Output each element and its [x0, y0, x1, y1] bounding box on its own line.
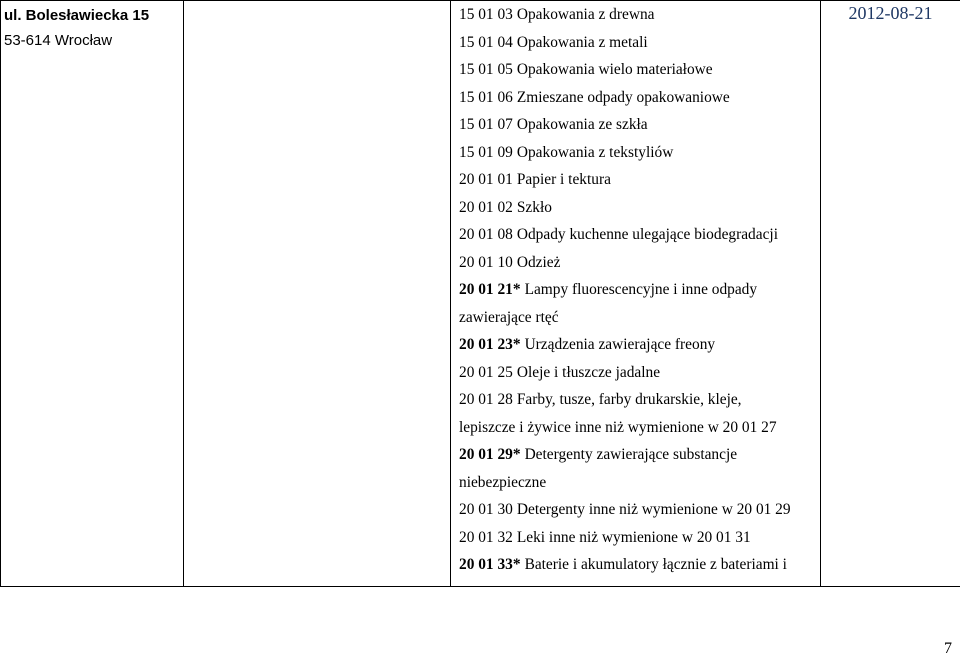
- waste-code: 20 01 25: [459, 364, 513, 381]
- waste-code: 20 01 32: [459, 529, 513, 546]
- table-row: [1, 1, 960, 587]
- waste-code-line: [459, 166, 820, 194]
- waste-code-line: [459, 524, 820, 552]
- waste-code-line: [459, 139, 820, 167]
- waste-code-line: [459, 276, 820, 304]
- waste-description: Lampy fluorescencyjne i inne odpady: [525, 281, 758, 298]
- waste-description: Urządzenia zawierające freony: [525, 336, 716, 353]
- waste-code: 15 01 07: [459, 116, 513, 133]
- waste-code-line: [459, 496, 820, 524]
- waste-code-line: [459, 1, 820, 29]
- waste-description: Opakowania wielo materiałowe: [517, 61, 713, 78]
- waste-code-line: [459, 414, 820, 442]
- waste-description: Detergenty zawierające substancje: [525, 446, 738, 463]
- waste-description: Opakowania ze szkła: [517, 116, 648, 133]
- waste-code-line: [459, 441, 820, 469]
- waste-description: lepiszcze i żywice inne niż wymienione w 20 01 27: [459, 419, 777, 436]
- waste-code-list: [459, 1, 820, 579]
- waste-code: 20 01 10: [459, 254, 513, 271]
- waste-code: 20 01 08: [459, 226, 513, 243]
- waste-code-line: [459, 359, 820, 387]
- waste-description: Farby, tusze, farby drukarskie, kleje,: [517, 391, 742, 408]
- waste-code-line: [459, 469, 820, 497]
- waste-code-line: [459, 111, 820, 139]
- date-cell: [821, 1, 960, 587]
- waste-code: 20 01 21*: [459, 281, 521, 298]
- waste-code: 20 01 30: [459, 501, 513, 518]
- empty-cell: [184, 1, 451, 587]
- waste-description: Detergenty inne niż wymienione w 20 01 29: [517, 501, 791, 518]
- waste-description: Papier i tektura: [517, 171, 611, 188]
- waste-code: 20 01 23*: [459, 336, 521, 353]
- city-postal-code: 53-614 Wrocław: [4, 28, 183, 53]
- waste-code: 20 01 33*: [459, 556, 521, 573]
- waste-code-line: [459, 56, 820, 84]
- waste-code: 20 01 01: [459, 171, 513, 188]
- waste-code: 20 01 29*: [459, 446, 521, 463]
- waste-code-line: [459, 304, 820, 332]
- street-address: ul. Bolesławiecka 15: [4, 3, 183, 28]
- waste-description: Oleje i tłuszcze jadalne: [517, 364, 660, 381]
- waste-code-line: [459, 386, 820, 414]
- waste-description: Opakowania z metali: [517, 34, 648, 51]
- waste-description: Leki inne niż wymienione w 20 01 31: [517, 529, 751, 546]
- waste-description: Szkło: [517, 199, 552, 216]
- waste-code: 20 01 28: [459, 391, 513, 408]
- waste-code-line: [459, 331, 820, 359]
- waste-code-line: [459, 194, 820, 222]
- waste-description: zawierające rtęć: [459, 309, 559, 326]
- waste-code: 15 01 09: [459, 144, 513, 161]
- waste-code-line: [459, 249, 820, 277]
- waste-code: 15 01 04: [459, 34, 513, 51]
- waste-description: niebezpieczne: [459, 474, 546, 491]
- waste-description: Odzież: [517, 254, 561, 271]
- waste-code-line: [459, 551, 820, 579]
- page-number: 7: [944, 640, 952, 658]
- waste-description: Opakowania z drewna: [517, 6, 655, 23]
- date: 2012-08-21: [821, 1, 960, 24]
- address-cell: [1, 1, 184, 587]
- waste-description: Opakowania z tekstyliów: [517, 144, 673, 161]
- waste-code: 20 01 02: [459, 199, 513, 216]
- waste-code: 15 01 05: [459, 61, 513, 78]
- waste-description: Odpady kuchenne ulegające biodegradacji: [517, 226, 778, 243]
- waste-code: 15 01 03: [459, 6, 513, 23]
- waste-code-line: [459, 221, 820, 249]
- waste-codes-cell: [451, 1, 821, 587]
- waste-description: Baterie i akumulatory łącznie z bateriami i: [525, 556, 787, 573]
- waste-code-line: [459, 84, 820, 112]
- waste-code: 15 01 06: [459, 89, 513, 106]
- waste-code-line: [459, 29, 820, 57]
- waste-description: Zmieszane odpady opakowaniowe: [517, 89, 730, 106]
